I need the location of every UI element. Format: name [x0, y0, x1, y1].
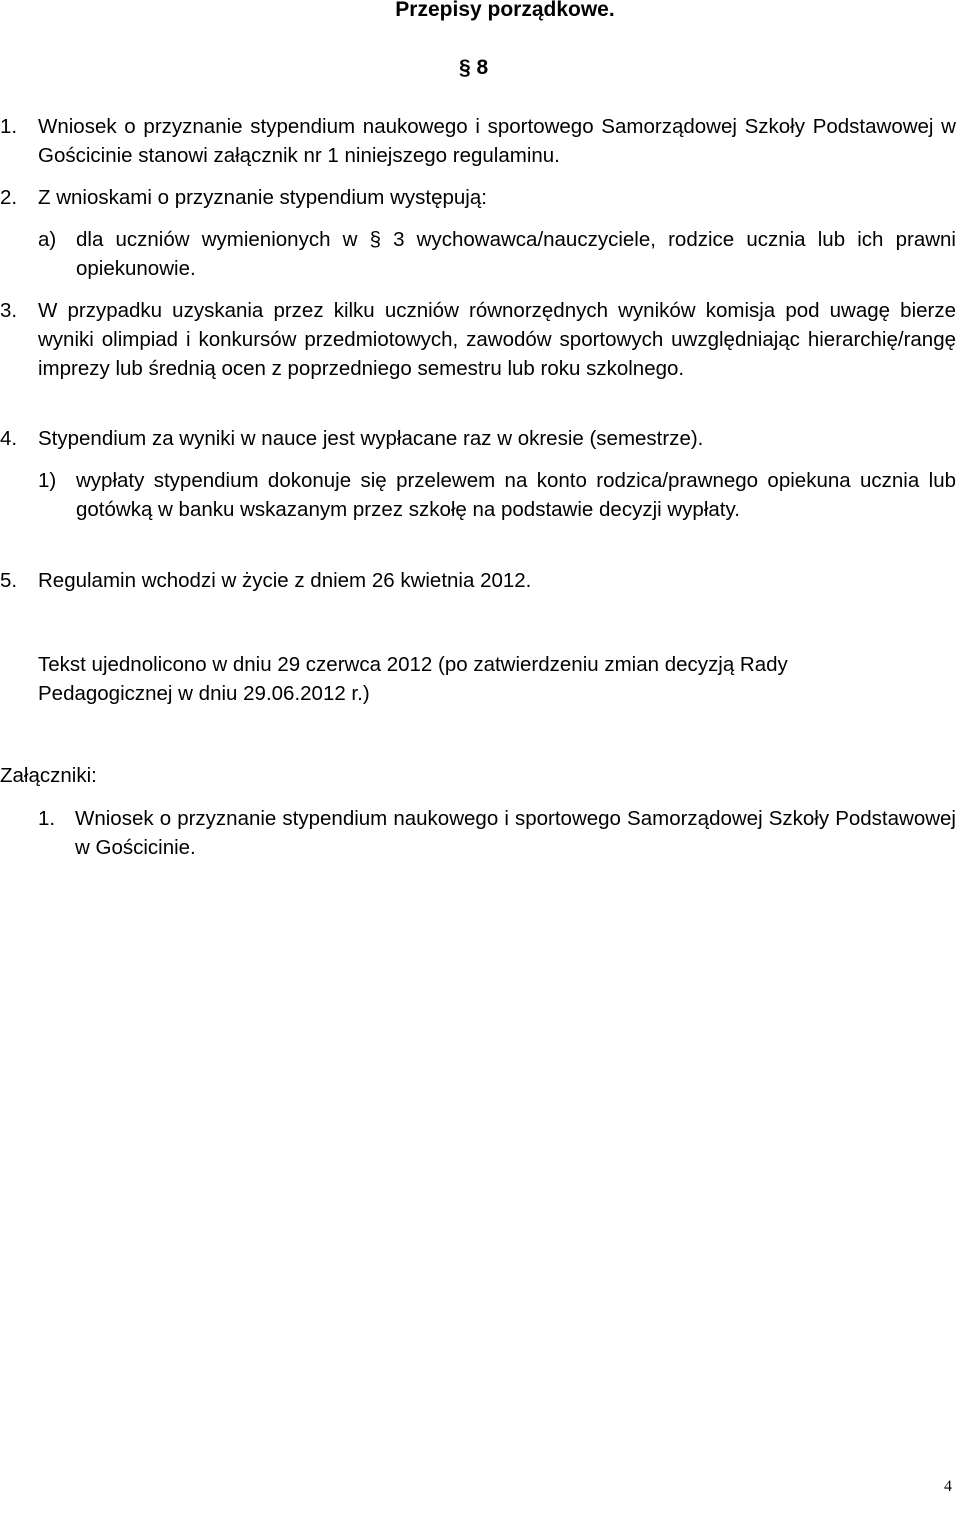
sub-item-1 [38, 466, 956, 524]
list-item-1 [0, 112, 956, 170]
attachments-label: Załączniki: [0, 764, 97, 787]
sub-item-letter: a) [38, 228, 57, 251]
attachment-text: Wniosek o przyznanie stypendium naukowego i sportowego Samorządowej Szkoły Podstawowej w Gościcinie. [75, 807, 956, 859]
list-item-2 [0, 183, 956, 212]
page-title: Przepisy porządkowe. [395, 0, 615, 21]
list-item-number: 1. [0, 115, 18, 138]
list-item-5 [0, 566, 956, 595]
list-item-text: Stypendium za wyniki w nauce jest wypłacane raz w okresie (semestrze). [38, 427, 704, 450]
list-item-text: Wniosek o przyznanie stypendium naukowego i sportowego Samorządowej Szkoły Podstawowej w Gościcinie stanowi załącznik nr 1 niniejszego regulaminu. [38, 115, 956, 167]
sub-item-text: wypłaty stypendium dokonuje się przelewem na konto rodzica/prawnego opiekuna ucznia lub gotówką w banku wskazanym przez szkołę na podstawie decyzji wypłaty. [76, 469, 956, 521]
attachment-item-1 [38, 804, 956, 862]
sub-item-a [38, 225, 956, 283]
section-number: § 8 [459, 56, 489, 79]
list-item-4 [0, 424, 956, 453]
attachment-number: 1. [38, 807, 56, 830]
list-item-3 [0, 296, 956, 383]
list-item-text: Regulamin wchodzi w życie z dniem 26 kwietnia 2012. [38, 569, 532, 592]
page-number: 4 [944, 1478, 952, 1495]
list-item-text: W przypadku uzyskania przez kilku uczniów równorzędnych wyników komisja pod uwagę bierze wyniki olimpiad i konkursów przedmiotowych, zawodów sportowych uwzględniając hierarchię/rangę imprezy lub średnią ocen z poprzedniego semestru lub roku szkolnego. [38, 299, 956, 380]
list-item-text: Z wnioskami o przyznanie stypendium występują: [38, 186, 487, 209]
sub-item-number: 1) [38, 469, 57, 492]
list-item-number: 3. [0, 299, 18, 322]
list-item-number: 5. [0, 569, 18, 592]
list-item-number: 2. [0, 186, 18, 209]
consolidation-note: Tekst ujednolicono w dniu 29 czerwca 2012 (po zatwierdzeniu zmian decyzją Rady Pedagogicznej w dniu 29.06.2012 r.) [38, 653, 788, 705]
sub-item-text: dla uczniów wymienionych w § 3 wychowawca/nauczyciele, rodzice ucznia lub ich prawni opiekunowie. [76, 228, 956, 280]
list-item-number: 4. [0, 427, 18, 450]
